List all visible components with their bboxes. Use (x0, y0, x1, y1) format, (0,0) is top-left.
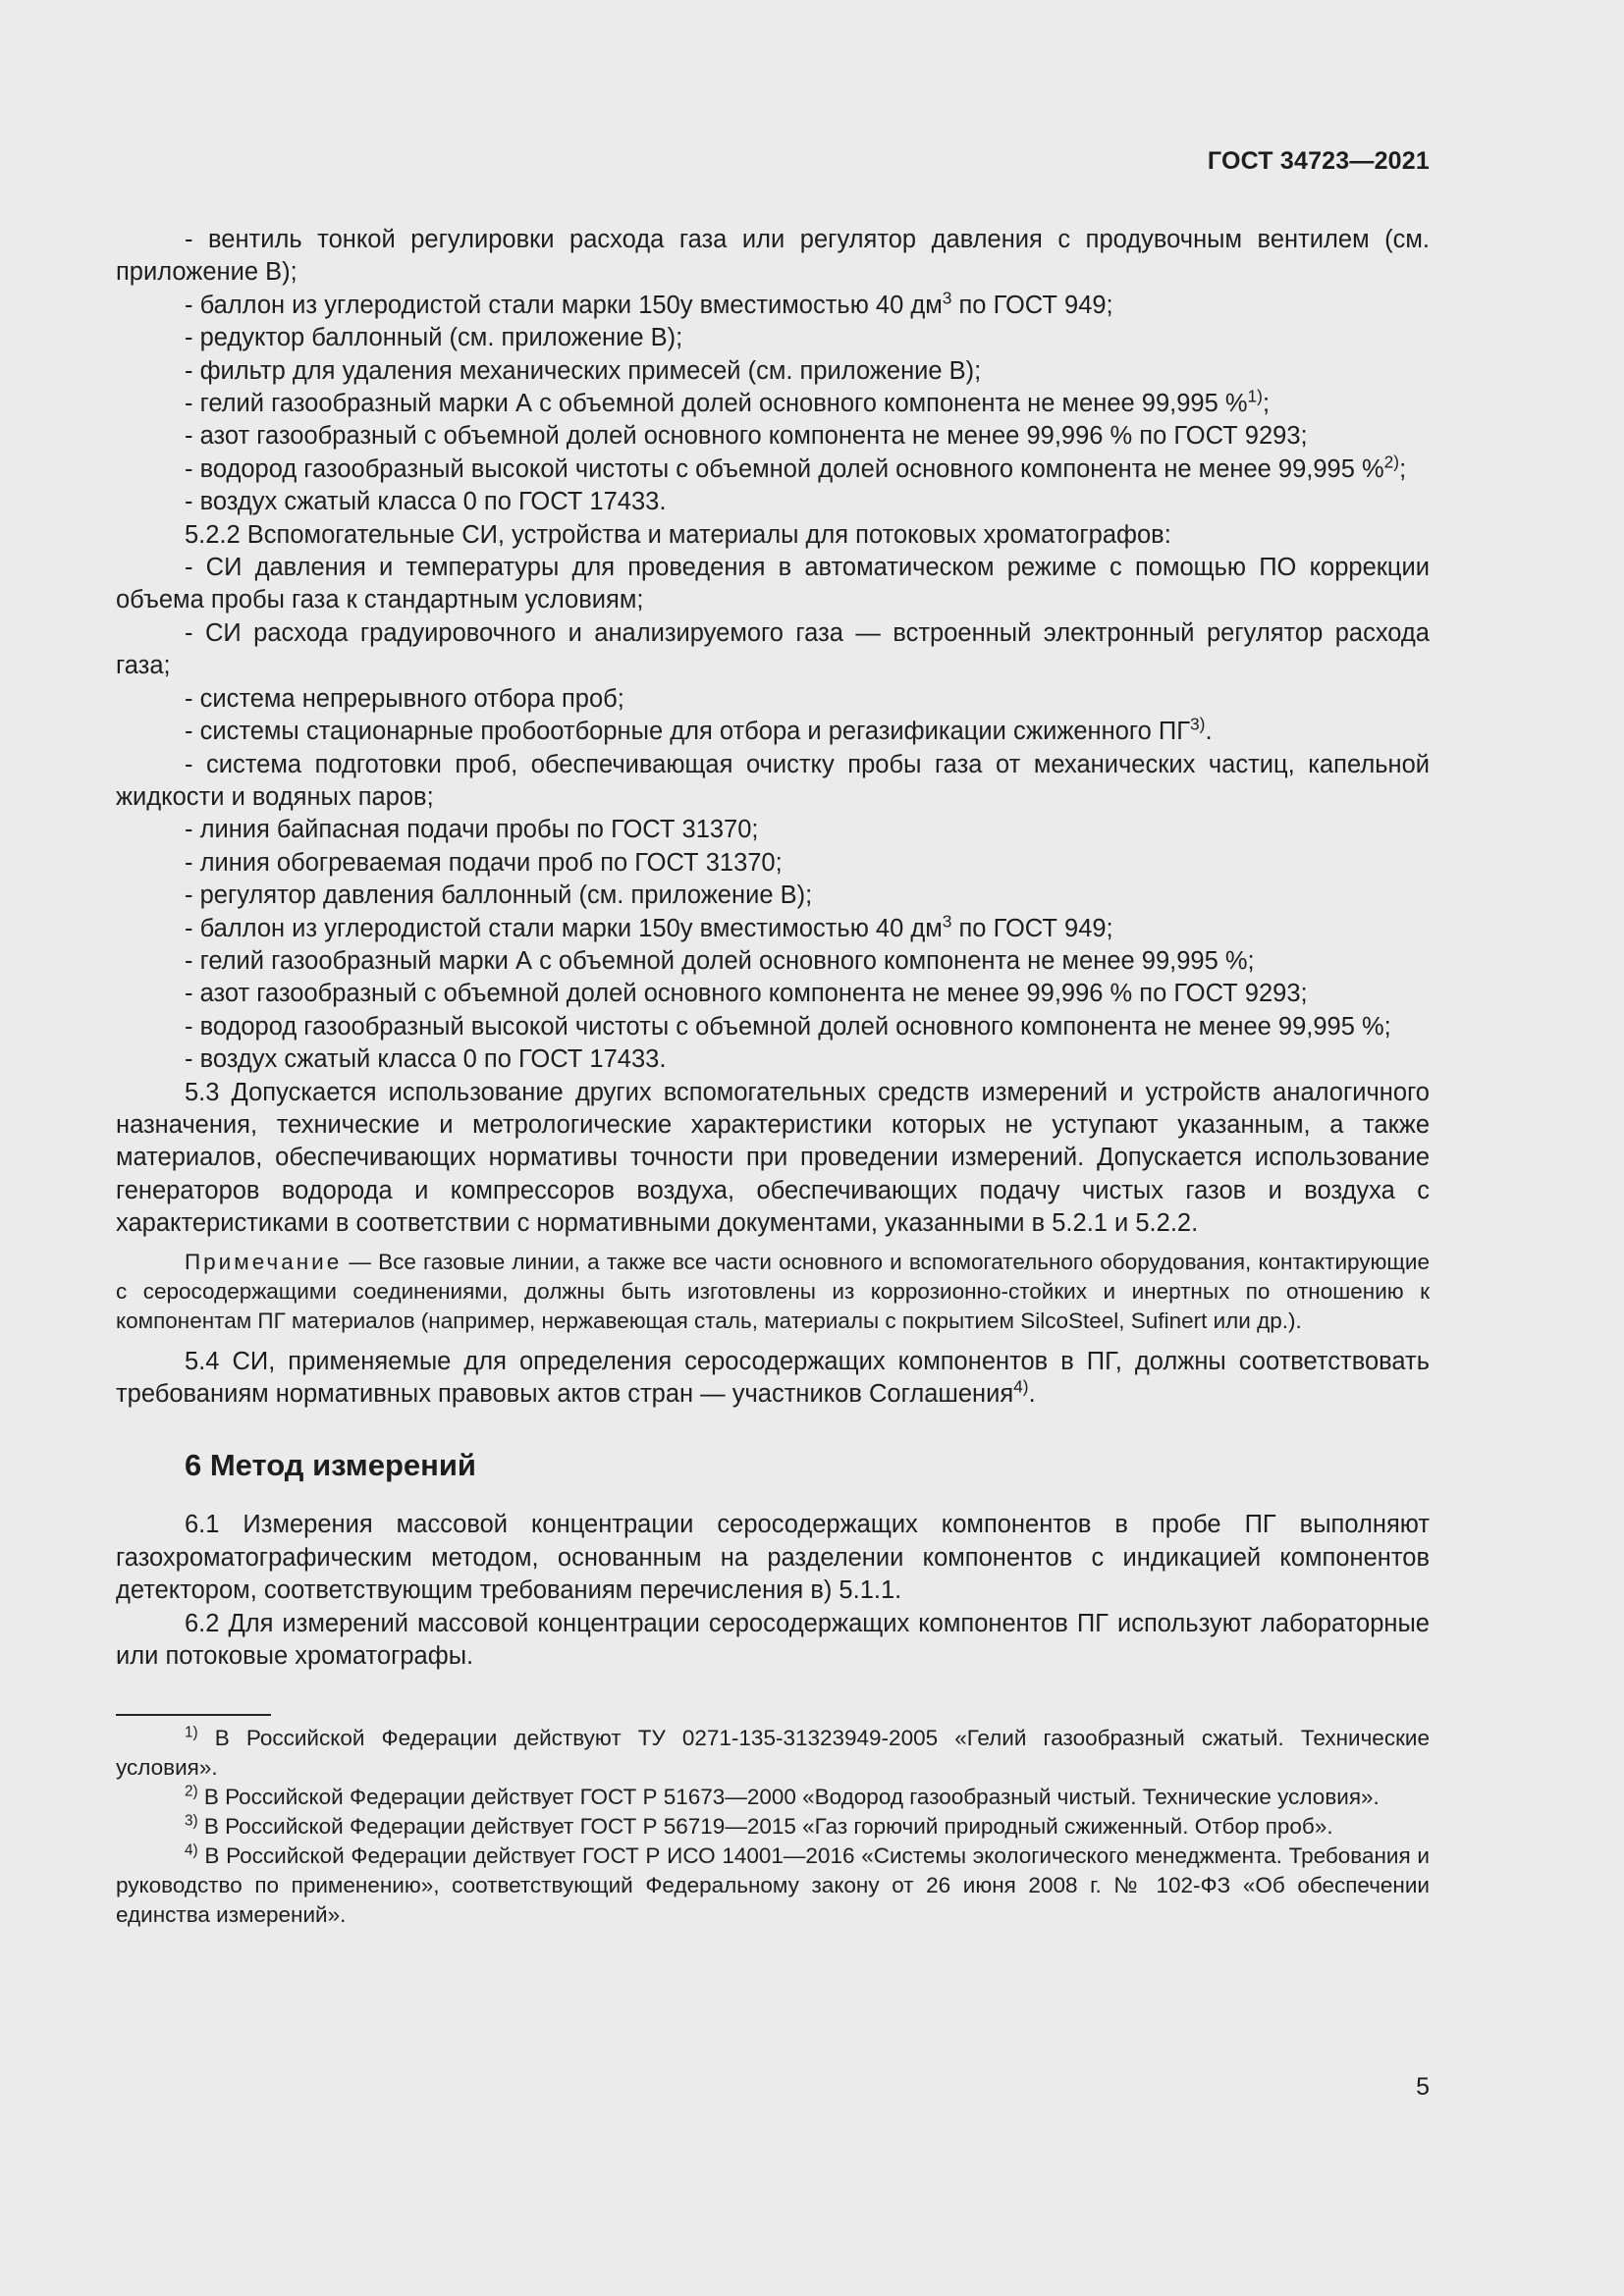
footnote-ref: 1) (1247, 386, 1263, 406)
list-item: - воздух сжатый класса 0 по ГОСТ 17433. (185, 488, 667, 516)
list-item: - система непрерывного отбора проб; (185, 684, 624, 713)
list-item: - редуктор баллонный (см. приложение В); (185, 324, 683, 352)
footnotes (116, 1724, 1430, 1930)
paragraph-5-3: 5.3 Допускается использование других вспомогательных средств измерений и устройств аналогичного назначения, технические и метрологические характеристики которых не уступают указанным, а также материалов, обеспечивающих нормативы точности при проведении измерений. Допускается использование генераторов водорода и компрессоров воздуха, обеспечивающих подачу чистых газов и воздуха с характеристиками в соответствии с нормативными документами, указанными в 5.2.1 и 5.2.2. (116, 1078, 1430, 1238)
footnote-separator (116, 1714, 271, 1716)
list-item: - гелий газообразный марки А с объемной долей основного компонента не менее 99,995 %; (185, 946, 1255, 975)
footnote: $^{4)}$ В Российской Федерации действует ГОСТ Р ИСО 14001—2016 «Системы экологического менеджмента. Требования и руководство по применению», соответствующий Федеральному закону от 26 июня 2008 г. № 102-ФЗ «Об обеспечении единства измерений». (116, 1842, 1430, 1928)
list-item: - баллон из углеродистой стали марки 150у вместимостью 40 $дм^3$ по ГОСТ 949; (185, 288, 1113, 319)
footnote-ref: 4) (1013, 1376, 1029, 1397)
list-item: - вентиль тонкой регулировки расхода газа или регулятор давления с продувочным вентилем (см. приложение В); (116, 226, 1430, 287)
paragraph-6-1: 6.1 Измерения массовой концентрации серосодержащих компонентов в пробе ПГ выполняют газохроматографическим методом, основанным на разделении компонентов с индикацией компонентов детектором, соответствующим требованиям перечисления в) 5.1.1. (116, 1511, 1430, 1605)
footnote-ref: 3) (1190, 714, 1206, 734)
note-paragraph: Примечание — Все газовые линии, а также все части основного и вспомогательного оборудования, контактирующие с серосодержащими соединениями, должны быть изготовлены из коррозионно-стойких и инертных по отношению к компонентам ПГ материалов (например, нержавеющая сталь, материалы с покрытием SilcoSteel, Sufinert или др.). (116, 1249, 1430, 1333)
footnote-ref: 2) (1383, 452, 1400, 472)
paragraph-5-4: 5.4 СИ, применяемые для определения серосодержащих компонентов в ПГ, должны соответствовать требованиям нормативных правовых актов стран — участников Соглашения$^{4)}$. (116, 1347, 1430, 1408)
list-item: - фильтр для удаления механических примесей (см. приложение В); (185, 356, 982, 385)
list-item: - водород газообразный высокой чистоты с объемной долей основного компонента не менее 99,995 %; (185, 1012, 1391, 1041)
section-5-2-2 (116, 519, 1430, 1241)
list-item: - регулятор давления баллонный (см. приложение В); (185, 881, 813, 910)
paragraph-6-2: 6.2 Для измерений массовой концентрации серосодержащих компонентов ПГ используют лабораторные или потоковые хроматографы. (116, 1609, 1430, 1671)
page-number: 5 (1416, 2073, 1430, 2101)
list-item: - СИ давления и температуры для проведения в автоматическом режиме с помощью ПО коррекции объема пробы газа к стандартным условиям; (116, 554, 1430, 614)
list-item: - системы стационарные пробоотборные для отбора и регазификации сжиженного ПГ$^{3)}$. (185, 714, 1213, 746)
section-6-heading: 6 Метод измерений (185, 1448, 476, 1483)
list-item: - система подготовки проб, обеспечивающая очистку пробы газа от механических частиц, капельной жидкости и водяных паров; (116, 750, 1430, 811)
list-item: - баллон из углеродистой стали марки 150у вместимостью 40 $дм^3$ по ГОСТ 949; (185, 911, 1113, 942)
list-item: - линия обогреваемая подачи проб по ГОСТ 31370; (185, 848, 783, 877)
footnote: $^{3)}$ В Российской Федерации действует ГОСТ Р 56719—2015 «Газ горючий природный сжиженный. Отбор проб». (185, 1813, 1333, 1840)
document-id-header: ГОСТ 34723—2021 (1207, 147, 1430, 175)
list-item: - гелий газообразный марки А с объемной долей основного компонента не менее 99,995 %$^{1)}$; (185, 386, 1271, 418)
list-item: - азот газообразный с объемной долей основного компонента не менее 99,996 % по ГОСТ 9293; (185, 422, 1308, 451)
page-body (116, 224, 1430, 1930)
subsection-heading-5-2-2: 5.2.2 Вспомогательные СИ, устройства и материалы для потоковых хроматографов: (185, 520, 1171, 549)
list-item: - линия байпасная подачи пробы по ГОСТ 31370; (185, 816, 759, 844)
list-item: - СИ расхода градуировочного и анализируемого газа — встроенный электронный регулятор расхода газа; (116, 618, 1430, 680)
footnote: $^{1)}$ В Российской Федерации действуют ТУ 0271-135-31323949-2005 «Гелий газообразный сжатый. Технические условия». (116, 1725, 1430, 1781)
list-item: - водород газообразный высокой чистоты с объемной долей основного компонента не менее 99,995 %$^{2)}$; (185, 452, 1407, 483)
note-label: Примечание (185, 1249, 343, 1274)
list-5-2-1-tail (116, 224, 1430, 519)
list-item: - азот газообразный с объемной долей основного компонента не менее 99,996 % по ГОСТ 9293; (185, 980, 1308, 1008)
footnote: $^{2)}$ В Российской Федерации действует ГОСТ Р 51673—2000 «Водород газообразный чистый. Технические условия». (185, 1784, 1380, 1810)
list-item: - воздух сжатый класса 0 по ГОСТ 17433. (185, 1045, 667, 1074)
